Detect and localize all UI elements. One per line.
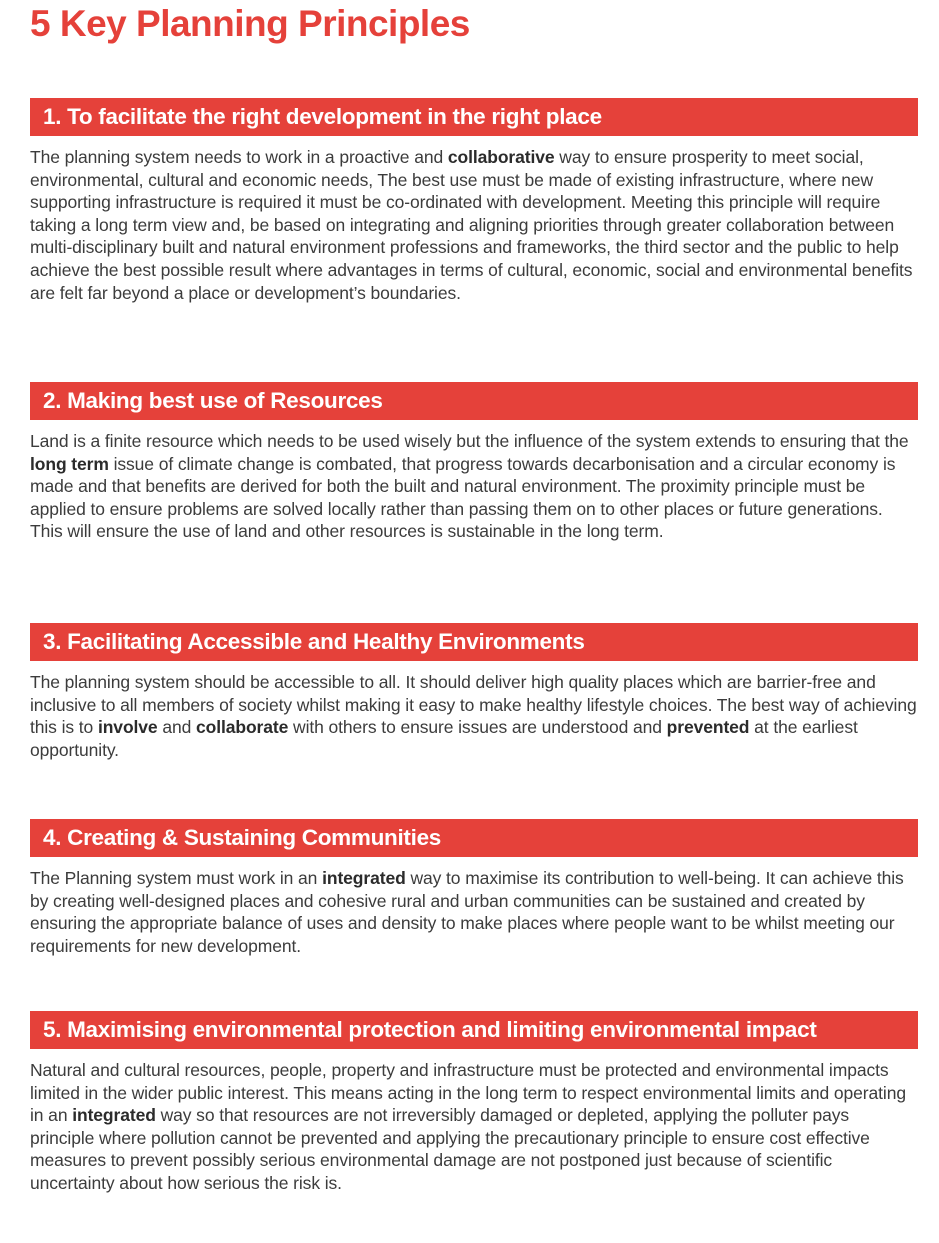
- emphasis-text: integrated: [72, 1105, 156, 1126]
- principle-section-4: [30, 819, 918, 957]
- principle-section-2: [30, 382, 918, 543]
- emphasis-text: long term: [30, 453, 109, 474]
- section-heading: 4. Creating & Sustaining Communities: [43, 825, 442, 850]
- section-body: The Planning system must work in an integrated way to maximise its contribution to well-being. It can achieve this by creating well-designed places and cohesive rural and urban communities can be sustained and created by ensuring the appropriate balance of uses and density to make places where people want to be whilst meeting our requirements for new development.: [30, 868, 904, 956]
- emphasis-text: collaborative: [447, 147, 555, 167]
- section-heading: 2. Making best use of Resources: [43, 388, 383, 413]
- section-header-bar: [30, 819, 918, 857]
- section-heading: 5. Maximising environmental protection and limiting environmental impact: [43, 1017, 817, 1042]
- emphasis-text: involve: [97, 717, 158, 738]
- emphasis-text: prevented: [666, 717, 750, 738]
- section-header-bar: [30, 382, 918, 420]
- section-header-bar: [30, 98, 918, 136]
- section-body: Natural and cultural resources, people, property and infrastructure must be protected and environmental impacts limited in the wider public interest. This means acting in the long term to respect environmental limits and operating in an integrated way so that resources are not irreversibly damaged or depleted, applying the polluter pays principle where pollution cannot be prevented and applying the precautionary principle to ensure cost effective measures to prevent possibly serious environmental damage are not postponed just because of scientific uncertainty about how serious the risk is.: [30, 1060, 906, 1193]
- section-header-bar: [30, 1011, 918, 1049]
- emphasis-text: collaborate: [196, 717, 289, 738]
- section-heading: 1. To facilitate the right development in the right place: [43, 104, 602, 129]
- section-body: Land is a finite resource which needs to be used wisely but the influence of the system extends to ensuring that the long term issue of climate change is combated, that progress towards decarbonisation and a circular economy is made and that benefits are derived for both the built and natural environment. The proximity principle must be applied to ensure problems are solved locally rather than passing them on to other places or future generations. This will ensure the use of land and other resources is sustainable in the long term.: [30, 431, 909, 542]
- section-header-bar: [30, 623, 918, 661]
- principle-section-1: [30, 98, 918, 304]
- section-body: The planning system should be accessible to all. It should deliver high quality places which are barrier-free and inclusive to all members of society whilst making it easy to make healthy lifestyle choices. The best way of achieving this is to involve and collaborate with others to ensure issues are understood and prevented at the earliest opportunity.: [30, 672, 917, 760]
- section-body: The planning system needs to work in a proactive and collaborative way to ensure prosperity to meet social, environmental, cultural and economic needs, The best use must be made of existing infrastructure, where new supporting infrastructure is required it must be co-ordinated with development. Meeting this principle will require taking a long term view and, be based on integrating and aligning priorities through greater collaboration between multi-disciplinary built and natural environment professions and frameworks, the third sector and the public to help achieve the best possible result where advantages in terms of cultural, economic, social and environmental benefits are felt far beyond a place or development’s boundaries.: [30, 147, 913, 303]
- emphasis-text: integrated: [322, 868, 406, 888]
- principle-section-5: [30, 1011, 918, 1195]
- section-heading: 3. Facilitating Accessible and Healthy Environments: [43, 629, 585, 654]
- page-title: 5 Key Planning Principles: [30, 3, 470, 44]
- principle-section-3: [30, 623, 918, 761]
